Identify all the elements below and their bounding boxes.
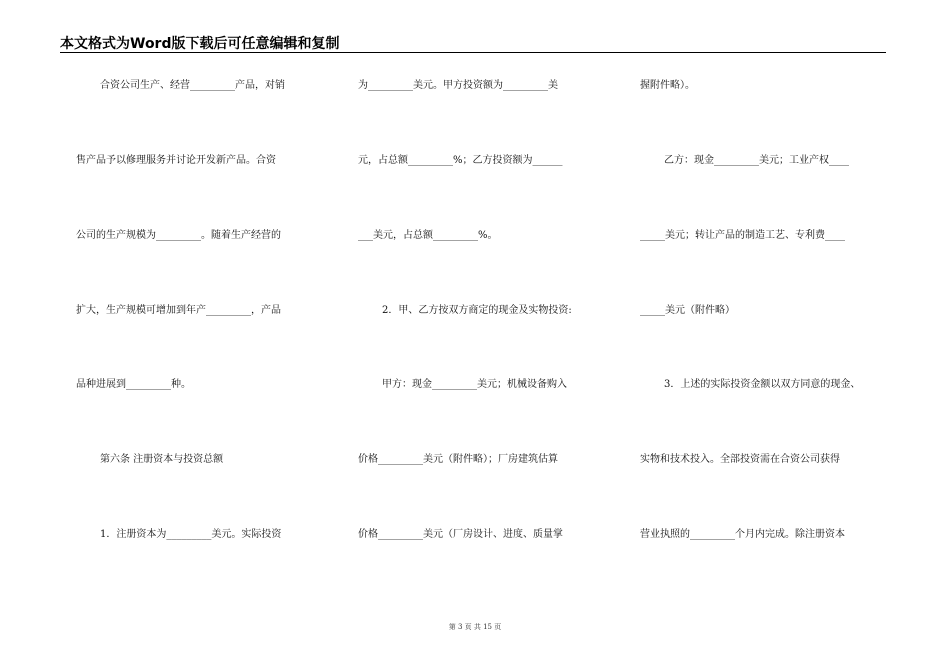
header-title: 本文格式为Word版下载后可任意编辑和复制 xyxy=(60,36,340,52)
page-number-footer: 第 3 页 共 15 页 xyxy=(448,623,502,631)
text-line: 1．注册资本为_________美元。实际投资 xyxy=(100,529,282,540)
text-line: 为_________美元。甲方投资额为_________美 xyxy=(358,80,558,91)
text-line: 营业执照的_________个月内完成。除注册资本 xyxy=(640,529,845,540)
text-line: 3．上述的实际投资金额以双方同意的现金、 xyxy=(664,379,861,390)
text-line: _____美元；转让产品的制造工艺、专利费____ xyxy=(640,230,845,241)
text-line: 价格_________美元（厂房设计、进度、质量掌 xyxy=(358,529,563,540)
text-line: 乙方：现金_________美元；工业产权____ xyxy=(664,155,849,166)
text-line: ___美元，占总额_________%。 xyxy=(358,230,498,241)
text-line: 元，占总额_________%；乙方投资额为______ xyxy=(358,155,563,166)
text-line: 售产品予以修理服务并讨论开发新产品。合资 xyxy=(76,155,276,166)
text-line: 实物和技术投入。全部投资需在合资公司获得 xyxy=(640,454,840,465)
text-column-3 xyxy=(640,0,892,672)
text-line: 2．甲、乙方按双方商定的现金及实物投资: xyxy=(382,305,572,316)
text-column-1 xyxy=(76,0,326,672)
text-line: 公司的生产规模为_________。随着生产经营的 xyxy=(76,230,281,241)
text-line: 扩大，生产规模可增加到年产_________，产品 xyxy=(76,305,281,316)
text-line: 价格_________美元（附件略）；厂房建筑估算 xyxy=(358,454,558,465)
text-line: 合资公司生产、经营_________产品，对销 xyxy=(100,80,285,91)
text-line: 握附件略）。 xyxy=(640,80,695,91)
section-heading: 第六条 注册资本与投资总额 xyxy=(100,454,224,465)
text-line: 品种进展到_________种。 xyxy=(76,379,191,390)
text-column-2 xyxy=(358,0,608,672)
text-line: _____美元（附件略） xyxy=(640,305,735,316)
text-line: 甲方：现金_________美元；机械设备购入 xyxy=(382,379,567,390)
